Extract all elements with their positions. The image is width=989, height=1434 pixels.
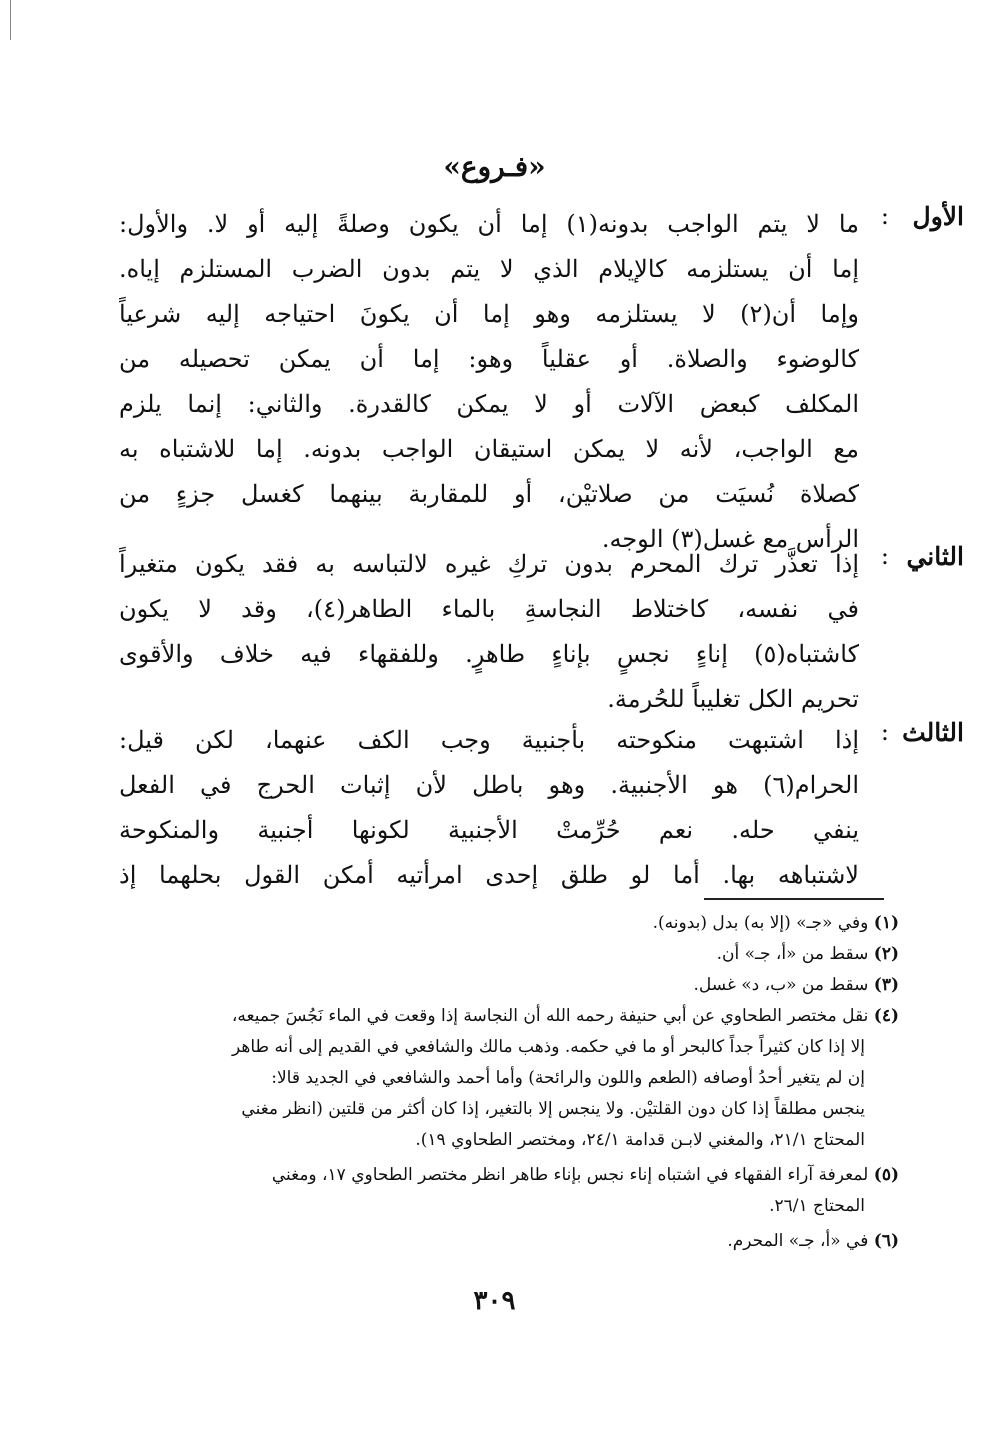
footnote bbox=[99, 1160, 899, 1222]
text-line: إذا تعذَّر ترك المحرم بدون تركِ غيره لالتباسه به فقد يكون متغيراً bbox=[119, 550, 859, 578]
footnote-number: (٥) bbox=[873, 1165, 899, 1185]
footnote-line bbox=[99, 1001, 899, 1032]
footnote-line bbox=[99, 908, 899, 939]
text-line: الرأس مع غسل(٣) الوجه. bbox=[601, 525, 859, 553]
footnote-line: المحتاج ٢١/١، والمغني لابـن قدامة ٢٤/١، ومختصر الطحاوي ١٩). bbox=[415, 1130, 865, 1150]
text-line: لاشتباهه بها. أما لو طلق إحدى امرأتيه أمكن القول بحلهما إذ bbox=[119, 861, 859, 889]
section-second bbox=[119, 542, 964, 722]
footnote-line: ينجس مطلقاً إذا كان دون القلتيْن. ولا ينجس إلا بالتغير، إذا كان أكثر من قلتين (انظر مغني bbox=[241, 1099, 865, 1119]
text-line: ما لا يتم الواجب بدونه(١) إما أن يكون وصلةً إليه أو لا. والأول: bbox=[119, 210, 859, 238]
text-line: ينفي حله. نعم حُرِّمتْ الأجنبية لكونها أجنبية والمنكوحة bbox=[119, 816, 859, 844]
footnote bbox=[99, 1226, 899, 1257]
footnote-line: إن لم يتغير أحدُ أوصافه (الطعم واللون والرائحة) وأما أحمد والشافعي في الجديد قالا: bbox=[271, 1068, 865, 1088]
footnote-line bbox=[99, 970, 899, 1001]
footnote-number: (٣) bbox=[873, 975, 899, 995]
footnote-separator bbox=[704, 898, 884, 900]
text-line: تحريم الكل تغليباً للحُرمة. bbox=[607, 685, 859, 713]
page-number: ٣٠٩ bbox=[473, 1286, 516, 1316]
footnote-line bbox=[99, 1226, 899, 1257]
footnote-number: (٢) bbox=[873, 944, 899, 964]
section-colon: : bbox=[880, 542, 889, 570]
text-line: في نفسه، كاختلاط النجاسةِ بالماء الطاهر(٤)، وقد لا يكون bbox=[119, 595, 859, 623]
footnote-number: (٦) bbox=[873, 1231, 899, 1251]
footnote bbox=[99, 1001, 899, 1156]
footnote-number: (١) bbox=[873, 913, 899, 933]
footnote-text: وفي «جـ» (إلا به) بدل (بدونه). bbox=[652, 913, 869, 933]
section-label: الثالث bbox=[902, 718, 964, 747]
footnote-line: المحتاج ٢٦/١. bbox=[769, 1196, 865, 1216]
section-label: الأول bbox=[912, 202, 964, 231]
page-heading: «فـروع» bbox=[443, 150, 546, 183]
section-third bbox=[119, 718, 964, 898]
footnote bbox=[99, 970, 899, 1001]
text-line: وإما أن(٢) لا يستلزمه وهو إما أن يكونَ احتياجه إليه شرعياً bbox=[119, 300, 859, 328]
text-line: الحرام(٦) هو الأجنبية. وهو باطل لأن إثبات الحرج في الفعل bbox=[119, 771, 859, 799]
footnote bbox=[99, 939, 899, 970]
footnote-line bbox=[99, 939, 899, 970]
scan-edge-line bbox=[10, 0, 11, 40]
text-line: كصلاة نُسيَت من صلاتيْن، أو للمقاربة بينهما كغسل جزءٍ من bbox=[119, 480, 859, 508]
footnote-line bbox=[99, 1160, 899, 1191]
text-line: كاشتباه(٥) إناءٍ نجسٍ بإناءٍ طاهرٍ. وللفقهاء فيه خلاف والأقوى bbox=[119, 640, 859, 668]
text-line: المكلف كبعض الآلات أو لا يمكن كالقدرة. والثاني: إنما يلزم bbox=[119, 390, 859, 418]
footnote-number: (٤) bbox=[873, 1006, 899, 1026]
footnote-text: في «أ، جـ» المحرم. bbox=[727, 1231, 869, 1251]
text-line: مع الواجب، لأنه لا يمكن استيقان الواجب بدونه. إما للاشتباه به bbox=[119, 435, 859, 463]
footnote-line: إلا إذا كان كثيراً جداً كالبحر أو ما في حكمه. وذهب مالك والشافعي في القديم إلى أنه طاهر bbox=[231, 1037, 865, 1057]
footnote-text: سقط من «أ، جـ» أن. bbox=[716, 944, 869, 964]
text-line: إذا اشتبهت منكوحته بأجنبية وجب الكف عنهما، لكن قيل: bbox=[119, 726, 859, 754]
footnote-text: لمعرفة آراء الفقهاء في اشتباه إناء نجس بإناء طاهر انظر مختصر الطحاوي ١٧، ومغني bbox=[271, 1165, 869, 1185]
text-line: إما أن يستلزمه كالإيلام الذي لا يتم بدون الضرب المستلزم إياه. bbox=[119, 255, 859, 283]
section-colon: : bbox=[880, 202, 889, 230]
section-first bbox=[119, 202, 964, 562]
footnote-text: سقط من «ب، د» غسل. bbox=[693, 975, 869, 995]
section-label: الثاني bbox=[906, 542, 964, 571]
footnote bbox=[99, 908, 899, 939]
footnote-text: نقل مختصر الطحاوي عن أبي حنيفة رحمه الله أن النجاسة إذا وقعت في الماء نَجُسَ جميعه، bbox=[231, 1006, 869, 1026]
text-line: كالوضوء والصلاة. أو عقلياً وهو: إما أن يمكن تحصيله من bbox=[119, 345, 859, 373]
section-colon: : bbox=[880, 718, 889, 746]
